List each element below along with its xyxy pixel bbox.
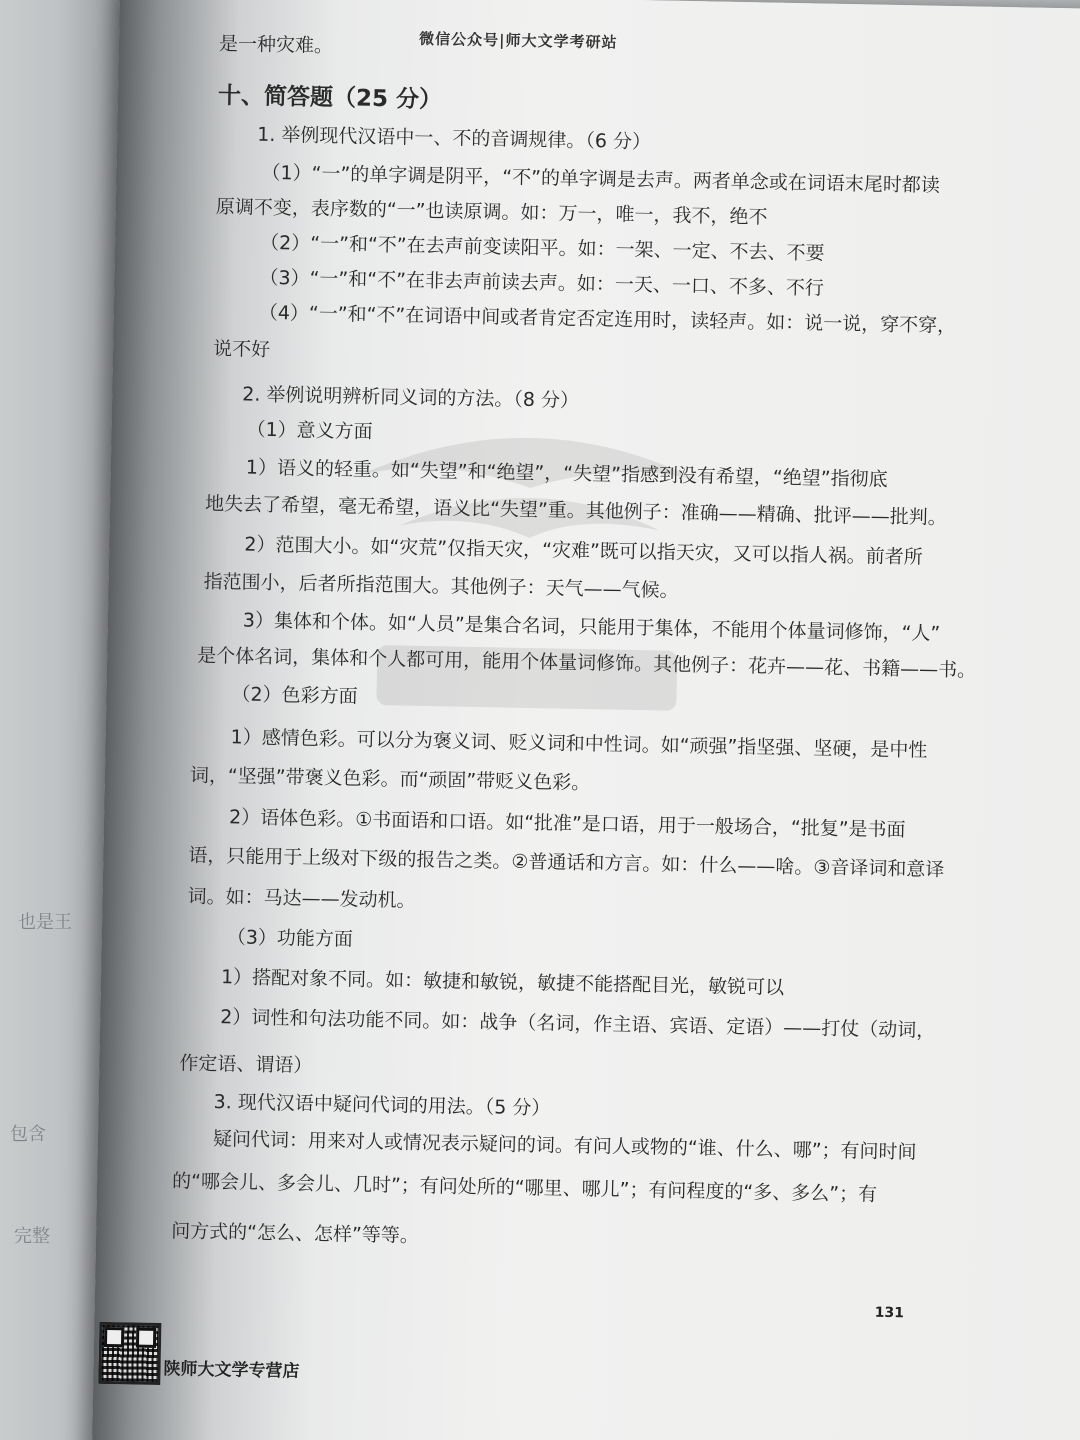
text-line: 是个体名词，集体和个人都可用，能用个体量词修饰。其他例子：花卉——花、书籍——书。	[197, 644, 977, 682]
text-line: 1）语义的轻重。如“失望”和“绝望”，“失望”指感到没有希望，“绝望”指彻底	[245, 456, 888, 491]
page-header: 微信公众号|师大文学考研站	[418, 29, 618, 52]
text-line: 词。如：马达——发动机。	[187, 885, 416, 912]
qr-code-icon	[98, 1322, 161, 1385]
text-line: 2）语体色彩。①书面语和口语。如“批准”是口语，用于一般场合，“批复”是书面	[228, 806, 906, 842]
left-page-fragment: 也是王	[18, 912, 72, 933]
text-line: （3）功能方面	[226, 926, 354, 951]
text-line: （1）“一”的单字调是阴平，“不”的单字调是去声。两者单念或在词语末尾时都读	[261, 161, 941, 197]
text-line: 2. 举例说明辨析同义词的方法。（8 分）	[242, 383, 580, 412]
page-number: 131	[874, 1304, 905, 1322]
text-line: （1）意义方面	[246, 418, 373, 443]
text-line: 3）集体和个体。如“人员”是集合名词，只能用于集体，不能用个体量词修饰，“人”	[242, 609, 941, 645]
text-line: （2）“一”和“不”在去声前变读阳平。如：一架、一定、不去、不要	[259, 231, 825, 265]
text-line: 2）词性和句法功能不同。如：战争（名词，作主语、宾语、定语）——打仗（动词，	[220, 1006, 936, 1042]
text-line: 疑问代词：用来对人或情况表示疑问的词。有问人或物的“谁、什么、哪”；有问时间	[212, 1127, 917, 1164]
text-line: 语，只能用于上级对下级的报告之类。②普通话和方言。如：什么——啥。③音译词和意译	[188, 844, 945, 881]
shop-name: 陕师大文学专营店	[163, 1359, 300, 1382]
text-line: 说不好	[212, 337, 271, 361]
text-line: 3. 现代汉语中疑问代词的用法。（5 分）	[213, 1091, 551, 1120]
left-page-fragment: 完整	[14, 1226, 50, 1247]
text-line: 作定语、谓语）	[179, 1052, 313, 1077]
text-line: （2）色彩方面	[231, 683, 358, 708]
text-line: 1）感情色彩。可以分为褒义词、贬义词和中性词。如“顽强”指坚强、坚硬，是中性	[230, 726, 928, 762]
book-page	[92, 0, 1080, 1440]
text-line: 2）范围大小。如“灾荒”仅指天灾，“灾难”既可以指天灾，又可以指人祸。前者所	[244, 533, 923, 569]
text-line: （3）“一”和“不”在非去声前读去声。如：一天、一口、不多、不行	[259, 266, 825, 300]
text-line: 问方式的“怎么、怎样”等等。	[170, 1220, 420, 1247]
text-line: 原调不变，表序数的“一”也读原调。如：万一，唯一，我不，绝不	[215, 195, 768, 229]
text-line: （4）“一”和“不”在词语中间或者肯定否定连用时，读轻声。如：说一说，穿不穿，	[258, 301, 957, 338]
left-page-fragment: 包含	[10, 1124, 46, 1145]
text-line: 词，“坚强”带褒义色彩。而“顽固”带贬义色彩。	[189, 764, 591, 795]
text-line: 1）搭配对象不同。如：敏捷和敏锐，敏捷不能搭配目光，敏锐可以	[220, 966, 785, 999]
section-heading: 十、简答题（25 分）	[217, 82, 443, 114]
text-line: 指范围小，后者所指范围大。其他例子：天气——气候。	[203, 570, 679, 602]
text-line: 的“哪会儿、多会儿、几时”；有问处所的“哪里、哪儿”；有问程度的“多、多么”；有	[171, 1170, 878, 1206]
text-line: 是一种灾难。	[218, 32, 334, 58]
text-line: 地失去了希望，毫无希望，语义比“失望”重。其他例子：准确——精确、批评——批判。	[204, 492, 947, 529]
text-line: 1. 举例现代汉语中一、不的音调规律。（6 分）	[257, 123, 652, 154]
